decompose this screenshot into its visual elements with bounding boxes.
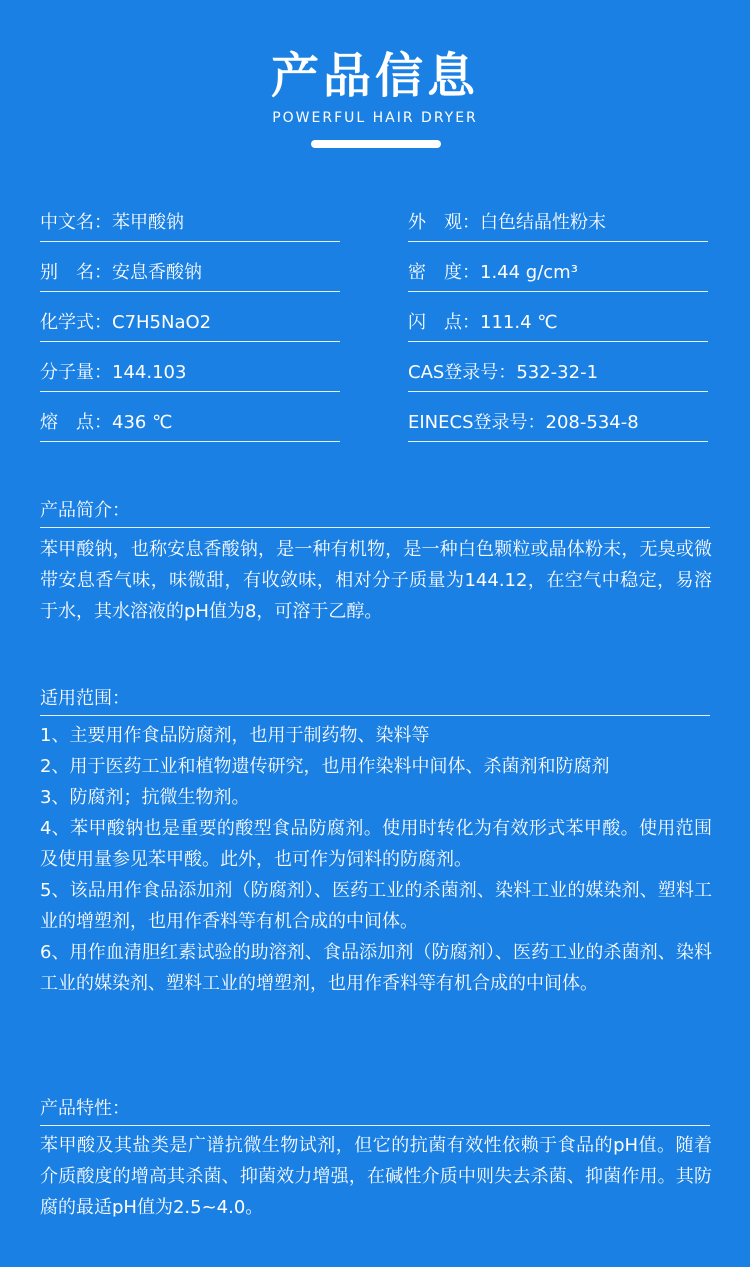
- title-underline-bar: [311, 140, 441, 148]
- features-text: 苯甲酸及其盐类是广谱抗微生物试剂，但它的抗菌有效性依赖于食品的pH值。随着介质酸度的增高其杀菌、抑菌效力增强，在碱性介质中则失去杀菌、抑菌作用。其防腐的最适pH值为2.5~4.0。: [40, 1135, 712, 1218]
- spec-flash-point: [408, 308, 708, 342]
- usage-heading: 适用范围：: [40, 684, 710, 716]
- spec-value: 436 ℃: [112, 412, 173, 433]
- spec-label: 外 观：: [408, 212, 480, 233]
- spec-label: 分子量：: [40, 362, 112, 383]
- intro-text: 苯甲酸钠，也称安息香酸钠，是一种有机物，是一种白色颗粒或晶体粉末，无臭或微带安息香气味，味微甜，有收敛味，相对分子质量为144.12，在空气中稳定，易溶于水，其水溶液的pH值为8，可溶于乙醇。: [40, 539, 712, 622]
- intro-heading: 产品简介：: [40, 496, 710, 528]
- spec-chinese-name: [40, 208, 340, 242]
- spec-formula: [40, 308, 340, 342]
- spec-label: 中文名：: [40, 212, 112, 233]
- spec-label: 化学式：: [40, 312, 112, 333]
- spec-label: 密 度：: [408, 262, 480, 283]
- spec-value: 1.44 g/cm³: [480, 262, 578, 283]
- usage-list: [40, 720, 712, 999]
- spec-value: 208-534-8: [545, 412, 639, 433]
- spec-value: 532-32-1: [516, 362, 599, 383]
- spec-value: 苯甲酸钠: [112, 212, 184, 233]
- spec-value: 144.103: [112, 362, 187, 383]
- list-item: 1、主要用作食品防腐剂，也用于制药物、染料等: [40, 725, 430, 746]
- spec-density: [408, 258, 708, 292]
- spec-label: CAS登录号：: [408, 362, 517, 383]
- list-item: 2、用于医药工业和植物遗传研究，也用作染料中间体、杀菌剂和防腐剂: [40, 756, 610, 777]
- spec-alias: [40, 258, 340, 292]
- spec-value: C7H5NaO2: [112, 312, 212, 333]
- spec-melting-point: [40, 408, 340, 442]
- list-item: 4、苯甲酸钠也是重要的酸型食品防腐剂。使用时转化为有效形式苯甲酸。使用范围及使用量参见苯甲酸。此外，也可作为饲料的防腐剂。: [40, 818, 712, 870]
- list-item: 3、防腐剂；抗微生物剂。: [40, 787, 250, 808]
- spec-value: 111.4 ℃: [480, 312, 558, 333]
- list-item: 5、该品用作食品添加剂（防腐剂）、医药工业的杀菌剂、染料工业的媒染剂、塑料工业的增塑剂，也用作香料等有机合成的中间体。: [40, 880, 712, 932]
- list-item: 6、用作血清胆红素试验的助溶剂、食品添加剂（防腐剂）、医药工业的杀菌剂、染料工业的媒染剂、塑料工业的增塑剂，也用作香料等有机合成的中间体。: [40, 942, 712, 994]
- spec-molecular-weight: [40, 358, 340, 392]
- features-heading: 产品特性：: [40, 1094, 710, 1126]
- spec-cas-number: [408, 358, 708, 392]
- page-title: 产品信息: [270, 48, 479, 104]
- spec-value: 安息香酸钠: [112, 262, 202, 283]
- spec-value: 白色结晶性粉末: [480, 212, 606, 233]
- spec-einecs-number: [408, 408, 708, 442]
- spec-label: EINECS登录号：: [408, 412, 546, 433]
- spec-label: 熔 点：: [40, 412, 112, 433]
- spec-appearance: [408, 208, 708, 242]
- spec-label: 闪 点：: [408, 312, 480, 333]
- page-subtitle: POWERFUL HAIR DRYER: [272, 110, 478, 126]
- spec-label: 别 名：: [40, 262, 112, 283]
